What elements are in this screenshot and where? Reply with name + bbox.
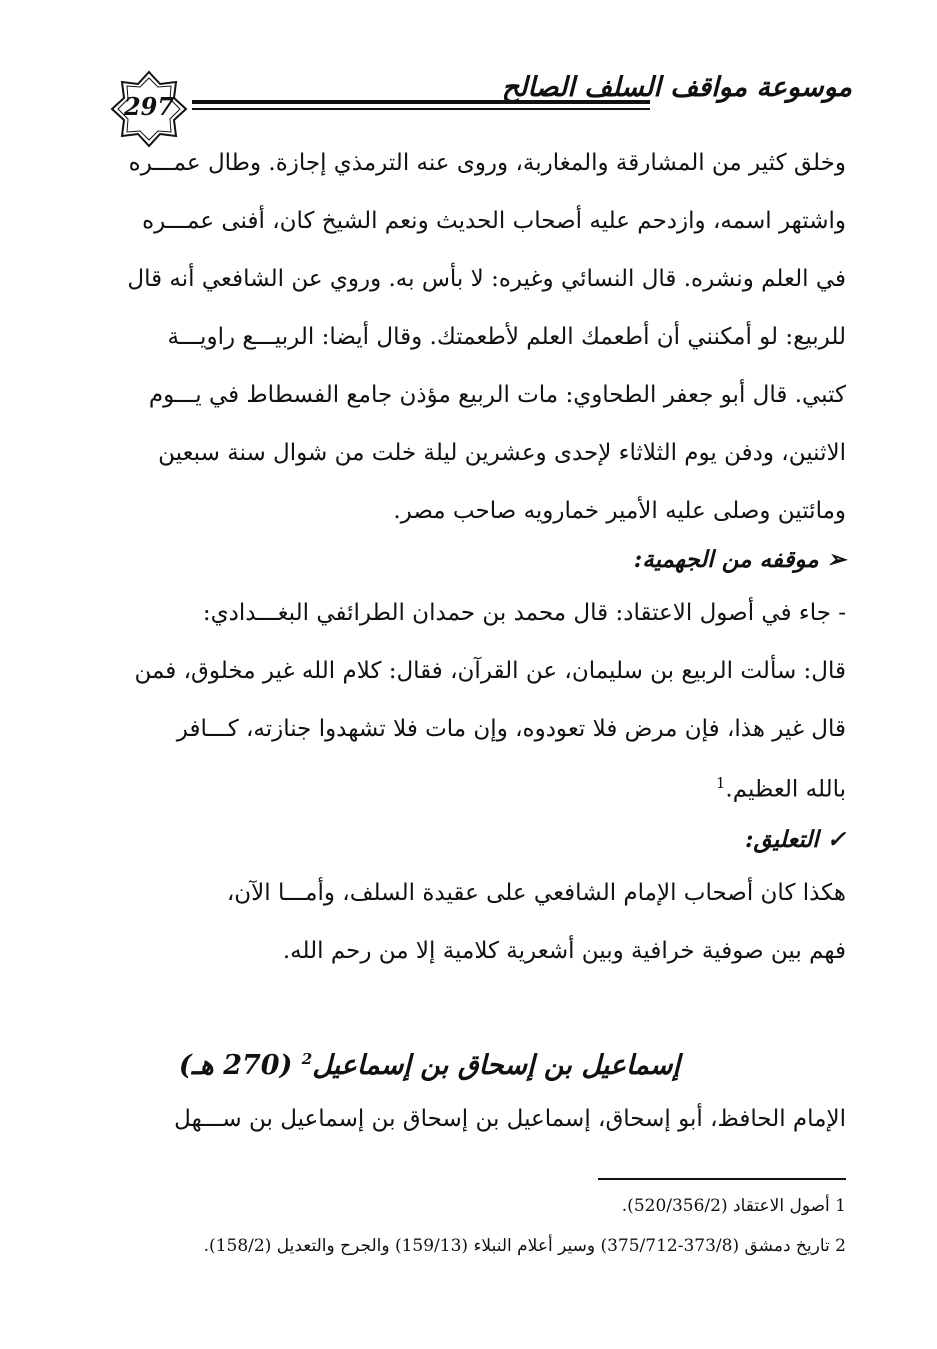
subheading-text: التعليق: [745, 826, 819, 853]
quote-paragraph [108, 600, 846, 810]
quote-line: قال: سألت الربيع بن سليمان، عن القرآن، فقال: كلام الله غير مخلوق، فمن [134, 658, 846, 684]
body-paragraph [108, 150, 846, 534]
subheading-text: موقفه من الجهمية: [633, 546, 819, 573]
quote-line [108, 774, 846, 810]
body-line: الإمام الحافظ، أبو إسحاق، إسماعيل بن إسحاق بن إسماعيل بن ســـهل [174, 1106, 846, 1132]
page-number-badge [110, 70, 188, 148]
body-line: كتبي. قال أبو جعفر الطحاوي: مات الربيع مؤذن جامع الفسطاط في يـــوم [148, 382, 846, 408]
footnote-ref: 1 [715, 774, 726, 792]
body-line: الاثنين، ودفن يوم الثلاثاء لإحدى وعشرين ليلة خلت من شوال سنة سبعين [158, 440, 846, 466]
subheading-comment [108, 826, 846, 853]
footnote-divider [598, 1178, 846, 1180]
comment-line: فهم بين صوفية خرافية وبين أشعرية كلامية إلا من رحم الله. [282, 938, 846, 964]
quote-line: - جاء في أصول الاعتقاد: قال محمد بن حمدان الطرائفي البغـــدادي: [202, 600, 846, 626]
footnote-ref: 2 [301, 1050, 313, 1068]
subheading-jahmiyya [108, 546, 846, 573]
section-name: إسماعيل بن إسحاق بن إسماعيل [312, 1050, 680, 1081]
footnote: 2 تاريخ دمشق (373/8-375/712) وسير أعلام النبلاء (159/13) والجرح والتعديل (158/2). [203, 1236, 846, 1256]
body-line: ومائتين وصلى عليه الأمير خمارويه صاحب مصر. [393, 498, 846, 524]
body-line: في العلم ونشره. قال النسائي وغيره: لا بأس به. وروي عن الشافعي أنه قال [127, 266, 846, 292]
section-year: (270 هـ) [178, 1050, 293, 1081]
quote-line: قال غير هذا، فإن مرض فلا تعودوه، وإن مات فلا تشهدوا جنازته، كـــافر [176, 716, 846, 742]
arrow-bullet-icon: ➢ [826, 546, 846, 573]
body-line: للربيع: لو أمكنني أن أطعمك العلم لأطعمتك. وقال أيضا: الربيـــع راويـــة [167, 324, 846, 350]
comment-line: هكذا كان أصحاب الإمام الشافعي على عقيدة السلف، وأمـــا الآن، [226, 880, 846, 906]
body-line: واشتهر اسمه، وازدحم عليه أصحاب الحديث ونعم الشيخ كان، أفنى عمـــره [142, 208, 846, 234]
check-mark-icon: ✓ [826, 826, 846, 853]
book-title: موسوعة مواقف السلف الصالح [501, 72, 852, 103]
quote-line-text: بالله العظيم. [725, 776, 846, 803]
footnote: 1 أصول الاعتقاد (520/356/2). [621, 1196, 846, 1216]
comment-paragraph [108, 880, 846, 974]
section-first-line [108, 1106, 846, 1142]
body-line: وخلق كثير من المشارقة والمغاربة، وروى عنه الترمذي إجازة. وطال عمـــره [128, 150, 846, 176]
page-number: 297 [123, 92, 175, 121]
page-header [100, 60, 852, 140]
section-title [180, 1050, 680, 1081]
